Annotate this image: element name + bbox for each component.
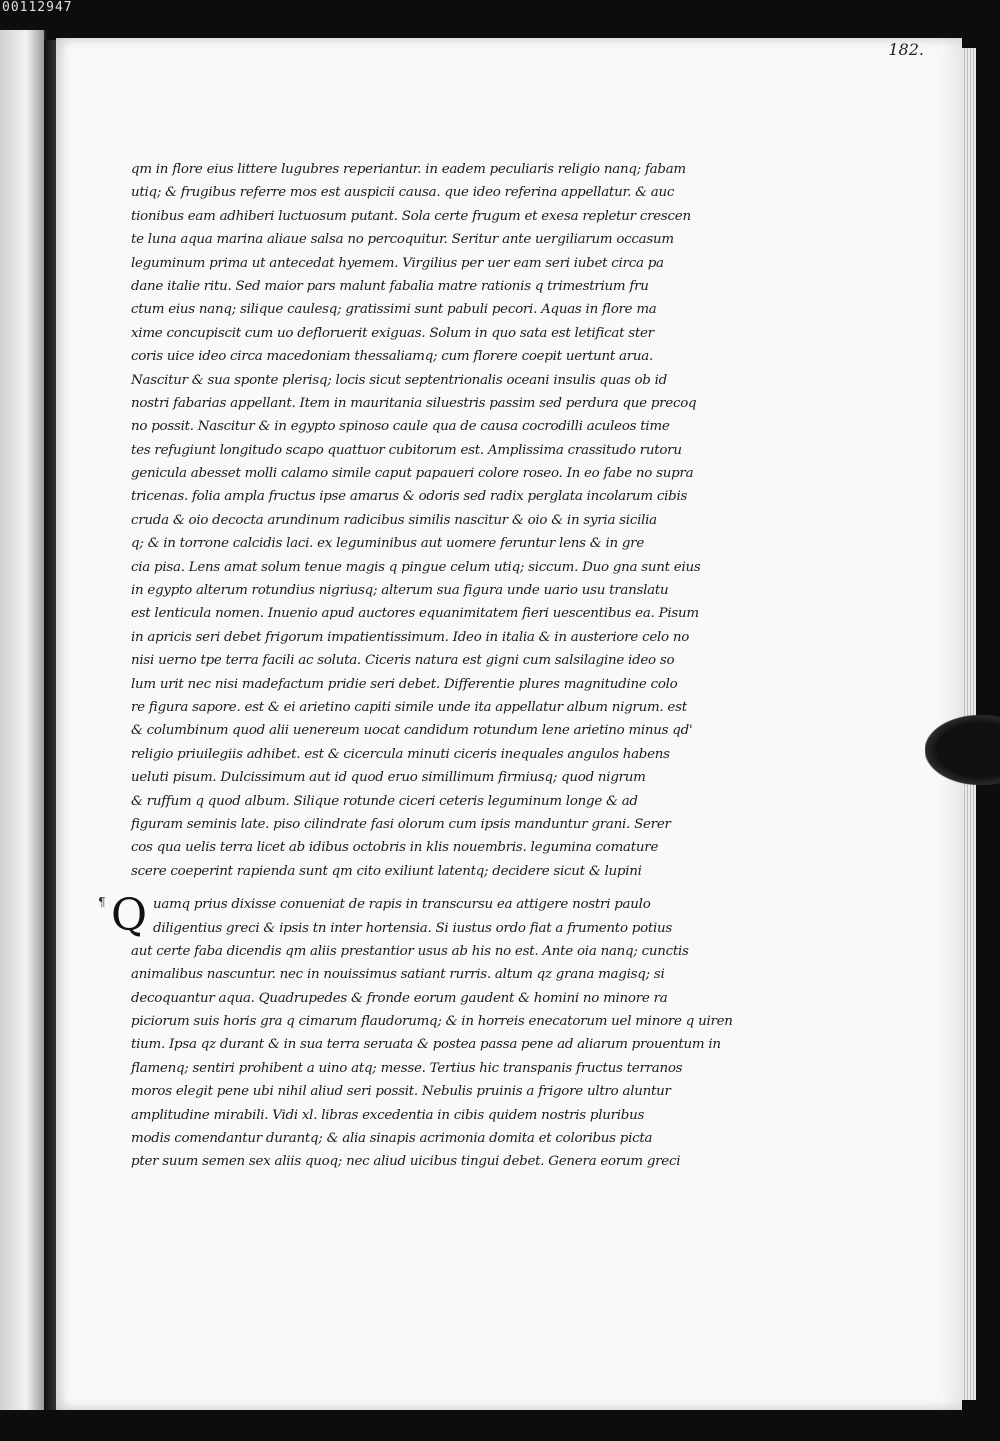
text-line: cruda & oio decocta arundinum radicibus similis nascitur & oio & in syria sicilia bbox=[131, 512, 657, 528]
text-line: qm in flore eius littere lugubres reperiantur. in eadem peculiaris religio nanq; fabam bbox=[131, 162, 686, 177]
text-line: utiq; & frugibus referre mos est auspicii causa. que ideo referina appellatur. & auc bbox=[131, 185, 675, 201]
text-line: piciorum suis horis gra q cimarum flaudorumq; & in horreis enecatorum uel minore q uiren bbox=[131, 1014, 733, 1030]
text-line: modis comendantur durantq; & alia sinapis acrimonia domita et coloribus picta bbox=[131, 1131, 653, 1147]
text-line: q; & in torrone calcidis laci. ex leguminibus aut uomere feruntur lens & in gre bbox=[131, 536, 645, 552]
text-line: aut certe faba dicendis qm aliis prestantior usus ab his no est. Ante oia nanq; cunctis bbox=[131, 943, 689, 959]
text-line: in apricis seri debet frigorum impatientissimum. Ideo in italia & in austeriore celo no bbox=[131, 629, 690, 645]
text-line: decoquantur aqua. Quadrupedes & fronde eorum gaudent & homini no minore ra bbox=[131, 990, 668, 1006]
text-line: scere coeperint rapienda sunt qm cito exiliunt latentq; decidere sicut & lupini bbox=[131, 863, 642, 879]
text-line: nostri fabarias appellant. Item in mauritania siluestris passim sed perdura que precoq bbox=[131, 395, 697, 411]
text-line: ueluti pisum. Dulcissimum aut id quod eruo simillimum firmiusq; quod nigrum bbox=[131, 770, 646, 786]
text-line: in egypto alterum rotundius nigriusq; alterum sua figura unde uario usu translatu bbox=[131, 583, 669, 599]
text-line: dane italie ritu. Sed maior pars malunt fabalia matre rationis q trimestrium fru bbox=[131, 278, 649, 294]
text-line: religio priuilegiis adhibet. est & cicercula minuti ciceris inequales angulos habens bbox=[131, 746, 670, 762]
text-line: & ruffum q quod album. Silique rotunde ciceri ceteris leguminum longe & ad bbox=[131, 793, 638, 809]
text-line: tium. Ipsa qz durant & in sua terra seruata & postea passa pene ad aliarum prouentum in bbox=[131, 1037, 721, 1053]
text-line: moros elegit pene ubi nihil aliud seri possit. Nebulis pruinis a frigore ultro aluntur bbox=[131, 1084, 671, 1100]
left-page-edge bbox=[0, 30, 46, 1410]
text-line: flamenq; sentiri prohibent a uino atq; messe. Tertius hic transpanis fructus terranos bbox=[131, 1060, 683, 1076]
text-line: no possit. Nascitur & in egypto spinoso caule qua de causa cocrodilli aculeos time bbox=[131, 419, 670, 435]
text-line: figuram seminis late. piso cilindrate fasi olorum cum ipsis manduntur grani. Serer bbox=[131, 816, 671, 832]
text-line: pter suum semen sex aliis quoq; nec aliud uicibus tingui debet. Genera eorum greci bbox=[131, 1154, 681, 1170]
paragraph-2 bbox=[98, 890, 771, 1174]
text-line: lum urit nec nisi madefactum pridie seri debet. Differentie plures magnitudine colo bbox=[131, 676, 678, 692]
text-line: re figura sapore. est & ei arietino capiti simile unde ita appellatur album nigrum. est bbox=[131, 699, 687, 715]
archive-stamp: 00112947 bbox=[2, 0, 73, 15]
text-line: Nascitur & sua sponte plerisq; locis sicut septentrionalis oceani insulis quas ob id bbox=[131, 372, 667, 388]
text-line: cos qua uelis terra licet ab idibus octobris in klis nouembris. legumina comature bbox=[131, 840, 659, 856]
text-line: animalibus nascuntur. nec in nouissimus satiant rurris. altum qz grana magisq; si bbox=[131, 967, 665, 983]
text-line: nisi uerno tpe terra facili ac soluta. Ciceris natura est gigni cum salsilagine ideo so bbox=[131, 653, 675, 669]
text-line: xime concupiscit cum uo defloruerit exiguas. Solum in quo sata est letificat ster bbox=[131, 325, 654, 341]
text-line: amplitudine mirabili. Vidi xl. libras excedentia in cibis quidem nostris pluribus bbox=[131, 1107, 645, 1123]
text-line: & columbinum quod alii uenereum uocat candidum rotundum lene arietino minus qd' bbox=[131, 723, 693, 739]
text-line: coris uice ideo circa macedoniam thessaliamq; cum florere coepit uertunt arua. bbox=[131, 349, 654, 365]
text-line: diligentius greci & ipsis tn inter hortensia. Si iustus ordo fiat a frumento potius bbox=[153, 920, 673, 936]
text-line: tricenas. folia ampla fructus ipse amarus & odoris sed radix perglata incolarum cibis bbox=[131, 489, 688, 505]
folio-number: 182. bbox=[888, 40, 924, 59]
text-line: genicula abesset molli calamo simile caput papaueri colore roseo. In eo fabe no supra bbox=[131, 466, 694, 482]
text-line: tionibus eam adhiberi luctuosum putant. Sola certe frugum et exesa repletur crescen bbox=[131, 208, 691, 224]
paragraph-gap bbox=[131, 883, 771, 893]
text-line: uamq prius dixisse conueniat de rapis in transcursu ea attigere nostri paulo bbox=[153, 897, 651, 913]
manuscript-page bbox=[56, 38, 962, 1410]
paragraph-1 bbox=[131, 158, 771, 883]
text-line: te luna aqua marina aliaue salsa no percoquitur. Seritur ante uergiliarum occasum bbox=[131, 232, 674, 248]
text-line: est lenticula nomen. Inuenio apud auctores equanimitatem fieri uescentibus ea. Pisum bbox=[131, 606, 699, 622]
text-line: cia pisa. Lens amat solum tenue magis q pingue celum utiq; siccum. Duo gna sunt eius bbox=[131, 559, 701, 575]
text-line: leguminum prima ut antecedat hyemem. Virgilius per uer eam seri iubet circa pa bbox=[131, 255, 664, 271]
decorated-initial: Q bbox=[111, 890, 148, 942]
text-line: tes refugiunt longitudo scapo quattuor cubitorum est. Amplissima crassitudo rutoru bbox=[131, 442, 682, 458]
text-line: ctum eius nanq; silique caulesq; gratissimi sunt pabuli pecori. Aquas in flore ma bbox=[131, 302, 657, 318]
paragraph-mark: ¶ bbox=[98, 895, 106, 910]
holding-thumb bbox=[925, 715, 1000, 785]
text-block bbox=[98, 158, 771, 1174]
